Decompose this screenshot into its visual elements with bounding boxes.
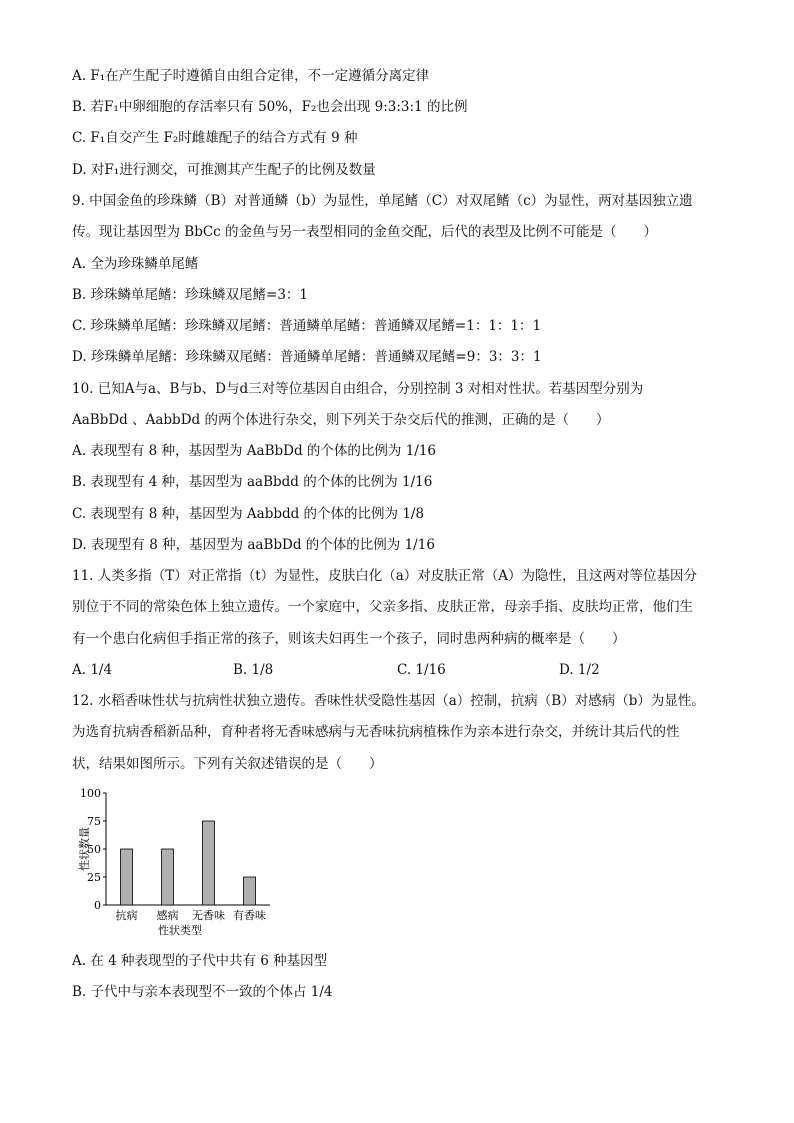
- q12-option-b: B. 子代中与亲本表现型不一致的个体占 1/4: [72, 984, 333, 1000]
- q11-stem-line3: 有一个患白化病但手指正常的孩子，则该夫妇再生一个孩子，同时患两种病的概率是（ ）: [72, 631, 626, 647]
- q9-stem-line2: 传。现让基因型为 BbCc 的金鱼与另一表型相同的金鱼交配，后代的表型及比例不可能是（ ）: [72, 224, 658, 240]
- q12-option-a: A. 在 4 种表现型的子代中共有 6 种基因型: [72, 953, 328, 969]
- x-tick-label: 感病: [156, 909, 179, 922]
- q12-stem-line1: 12. 水稻香味性状与抗病性状独立遗传。香味性状受隐性基因（a）控制，抗病（B）对感病（b）为显性。: [72, 693, 705, 709]
- q8-option-a: A. F₁在产生配子时遵循自由组合定律，不一定遵循分离定律: [72, 68, 430, 84]
- bar-4: [244, 877, 256, 905]
- q10-option-d: D. 表现型有 8 种，基因型为 aaBbDd 的个体的比例为 1/16: [72, 537, 435, 553]
- q9-option-d: D. 珍珠鳞单尾鳍：珍珠鳞双尾鳍：普通鳞单尾鳍：普通鳞双尾鳍=9：3：3：1: [72, 349, 542, 365]
- q8-option-d: D. 对F₁进行测交，可推测其产生配子的比例及数量: [72, 162, 376, 178]
- x-tick-label: 抗病: [115, 909, 138, 922]
- y-tick-label: 0: [94, 899, 101, 912]
- q11-stem-line2: 别位于不同的常染色体上独立遗传。一个家庭中，父亲多指、皮肤正常，母亲手指、皮肤均正常，他们生: [72, 599, 693, 615]
- x-tick-label: 无香味: [192, 909, 225, 922]
- x-tick-labels: [116, 908, 267, 922]
- q11-option-c: C. 1/16: [397, 662, 446, 678]
- q10-stem-line1: 10. 已知A与a、B与b、D与d三对等位基因自由组合，分别控制 3 对相对性状。若基因型分别为: [72, 381, 644, 397]
- y-tick-label: 75: [87, 815, 101, 828]
- q9-option-b: B. 珍珠鳞单尾鳍：珍珠鳞双尾鳍=3：1: [72, 287, 308, 303]
- bars: [121, 821, 256, 905]
- q11-option-d: D. 1/2: [559, 662, 600, 678]
- q9-option-c: C. 珍珠鳞单尾鳍：珍珠鳞双尾鳍：普通鳞单尾鳍：普通鳞双尾鳍=1：1：1：1: [72, 318, 542, 334]
- q11-option-b: B. 1/8: [233, 662, 274, 678]
- y-tick-label: 100: [80, 787, 101, 800]
- x-tick-label: 有香味: [233, 909, 266, 922]
- q11-option-a: A. 1/4: [72, 662, 113, 678]
- q9-stem-line1: 9. 中国金鱼的珍珠鳞（B）对普通鳞（b）为显性，单尾鳍（C）对双尾鳍（c）为显性，两对基因独立遗: [72, 193, 693, 209]
- q10-stem-line2: AaBbDd 、AabbDd 的两个体进行杂交，则下列关于杂交后代的推测，正确的是（ ）: [72, 412, 610, 428]
- q10-option-c: C. 表现型有 8 种，基因型为 Aabbdd 的个体的比例为 1/8: [72, 506, 425, 522]
- bar-1: [121, 849, 133, 905]
- q12-stem-line2: 为选育抗病香稻新品种，育种者将无香味感病与无香味抗病植株作为亲本进行杂交，并统计其后代的性: [72, 724, 680, 740]
- x-axis-label: 性状类型: [158, 924, 202, 937]
- q12-stem-line3: 状，结果如图所示。下列有关叙述错误的是（ ）: [72, 756, 383, 772]
- bar-3: [203, 821, 215, 905]
- q11-options-row: [72, 660, 732, 680]
- q8-option-b: B. 若F₁中卵细胞的存活率只有 50%，F₂也会出现 9:3:3:1 的比例: [72, 99, 468, 115]
- bar-2: [162, 849, 174, 905]
- q9-option-a: A. 全为珍珠鳞单尾鳍: [72, 256, 199, 272]
- y-axis-label: 性状数量: [78, 827, 91, 871]
- q8-option-c: C. F₁自交产生 F₂时雌雄配子的结合方式有 9 种: [72, 130, 358, 146]
- y-tick-label: 50: [87, 843, 101, 856]
- q10-option-b: B. 表现型有 4 种，基因型为 aaBbdd 的个体的比例为 1/16: [72, 474, 433, 490]
- q10-option-a: A. 表现型有 8 种，基因型为 AaBbDd 的个体的比例为 1/16: [72, 443, 437, 459]
- trait-bar-chart: [70, 782, 280, 940]
- q11-stem-line1: 11. 人类多指（T）对正常指（t）为显性，皮肤白化（a）对皮肤正常（A）为隐性，且这两对等位基因分: [72, 568, 697, 584]
- y-tick-label: 25: [87, 871, 101, 884]
